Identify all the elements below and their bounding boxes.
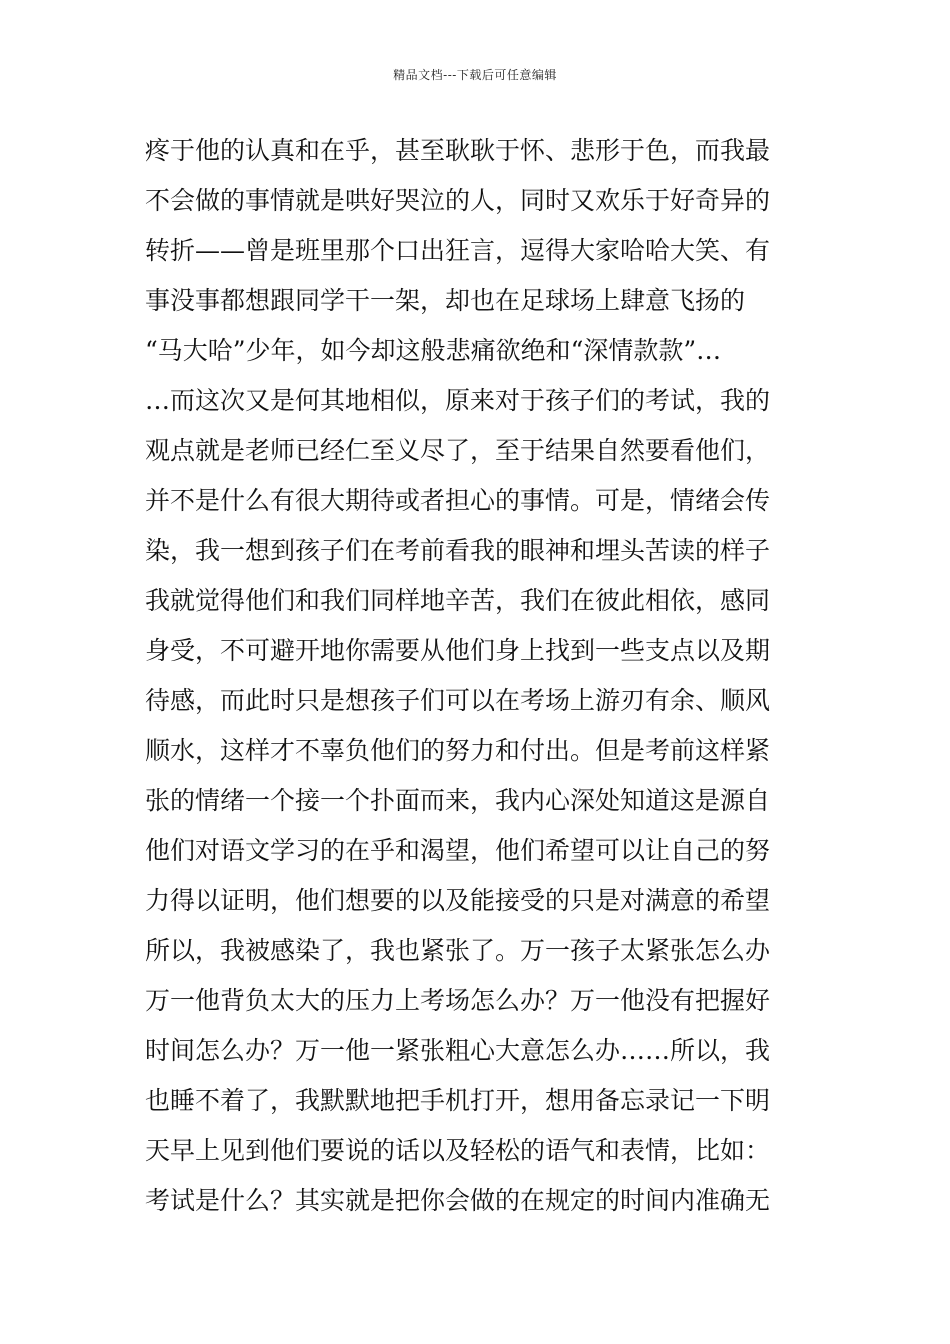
text-line: 观点就是老师已经仁至义尽了，至于结果自然要看他们，: [145, 436, 771, 465]
body-text: [145, 126, 810, 1226]
text-line: 染，我一想到孩子们在考前看我的眼神和埋头苦读的样子: [145, 536, 771, 565]
text-line: 所以，我被感染了，我也紧张了。万一孩子太紧张怎么办: [145, 936, 771, 965]
text-line: 事没事都想跟同学干一架，却也在足球场上肆意飞扬的: [145, 286, 746, 315]
page-header: 精品文档---下载后可任意编辑: [393, 68, 557, 82]
text-line: 疼于他的认真和在乎，甚至耿耿于怀、悲形于色，而我最: [145, 136, 771, 165]
text-line: 转折——曾是班里那个口出狂言，逗得大家哈哈大笑、有: [145, 236, 771, 265]
text-line: 顺水，这样才不辜负他们的努力和付出。但是考前这样紧: [145, 736, 771, 765]
text-line: 他们对语文学习的在乎和渴望，他们希望可以让自己的努: [145, 836, 771, 865]
text-line: 时间怎么办？万一他一紧张粗心大意怎么办……所以，我: [145, 1036, 771, 1065]
text-line: 待感，而此时只是想孩子们可以在考场上游刃有余、顺风: [145, 686, 771, 715]
text-line: “马大哈”少年，如今却这般悲痛欲绝和“深情款款”…: [145, 336, 722, 365]
text-line: 也睡不着了，我默默地把手机打开，想用备忘录记一下明: [145, 1086, 771, 1115]
text-line: 并不是什么有很大期待或者担心的事情。可是，情绪会传: [145, 486, 771, 515]
text-line: 身受，不可避开地你需要从他们身上找到一些支点以及期: [145, 636, 771, 665]
text-line: 考试是什么？其实就是把你会做的在规定的时间内准确无: [145, 1186, 771, 1215]
text-line: 力得以证明，他们想要的以及能接受的只是对满意的希望: [145, 886, 771, 915]
text-line: 不会做的事情就是哄好哭泣的人，同时又欢乐于好奇异的: [145, 186, 771, 215]
text-line: 万一他背负太大的压力上考场怎么办？万一他没有把握好: [145, 986, 771, 1015]
text-line: 天早上见到他们要说的话以及轻松的语气和表情，比如：: [145, 1136, 771, 1165]
text-line: 我就觉得他们和我们同样地辛苦，我们在彼此相依，感同: [145, 586, 771, 615]
text-line: 张的情绪一个接一个扑面而来，我内心深处知道这是源自: [145, 786, 771, 815]
text-line: …而这次又是何其地相似，原来对于孩子们的考试，我的: [145, 386, 771, 415]
